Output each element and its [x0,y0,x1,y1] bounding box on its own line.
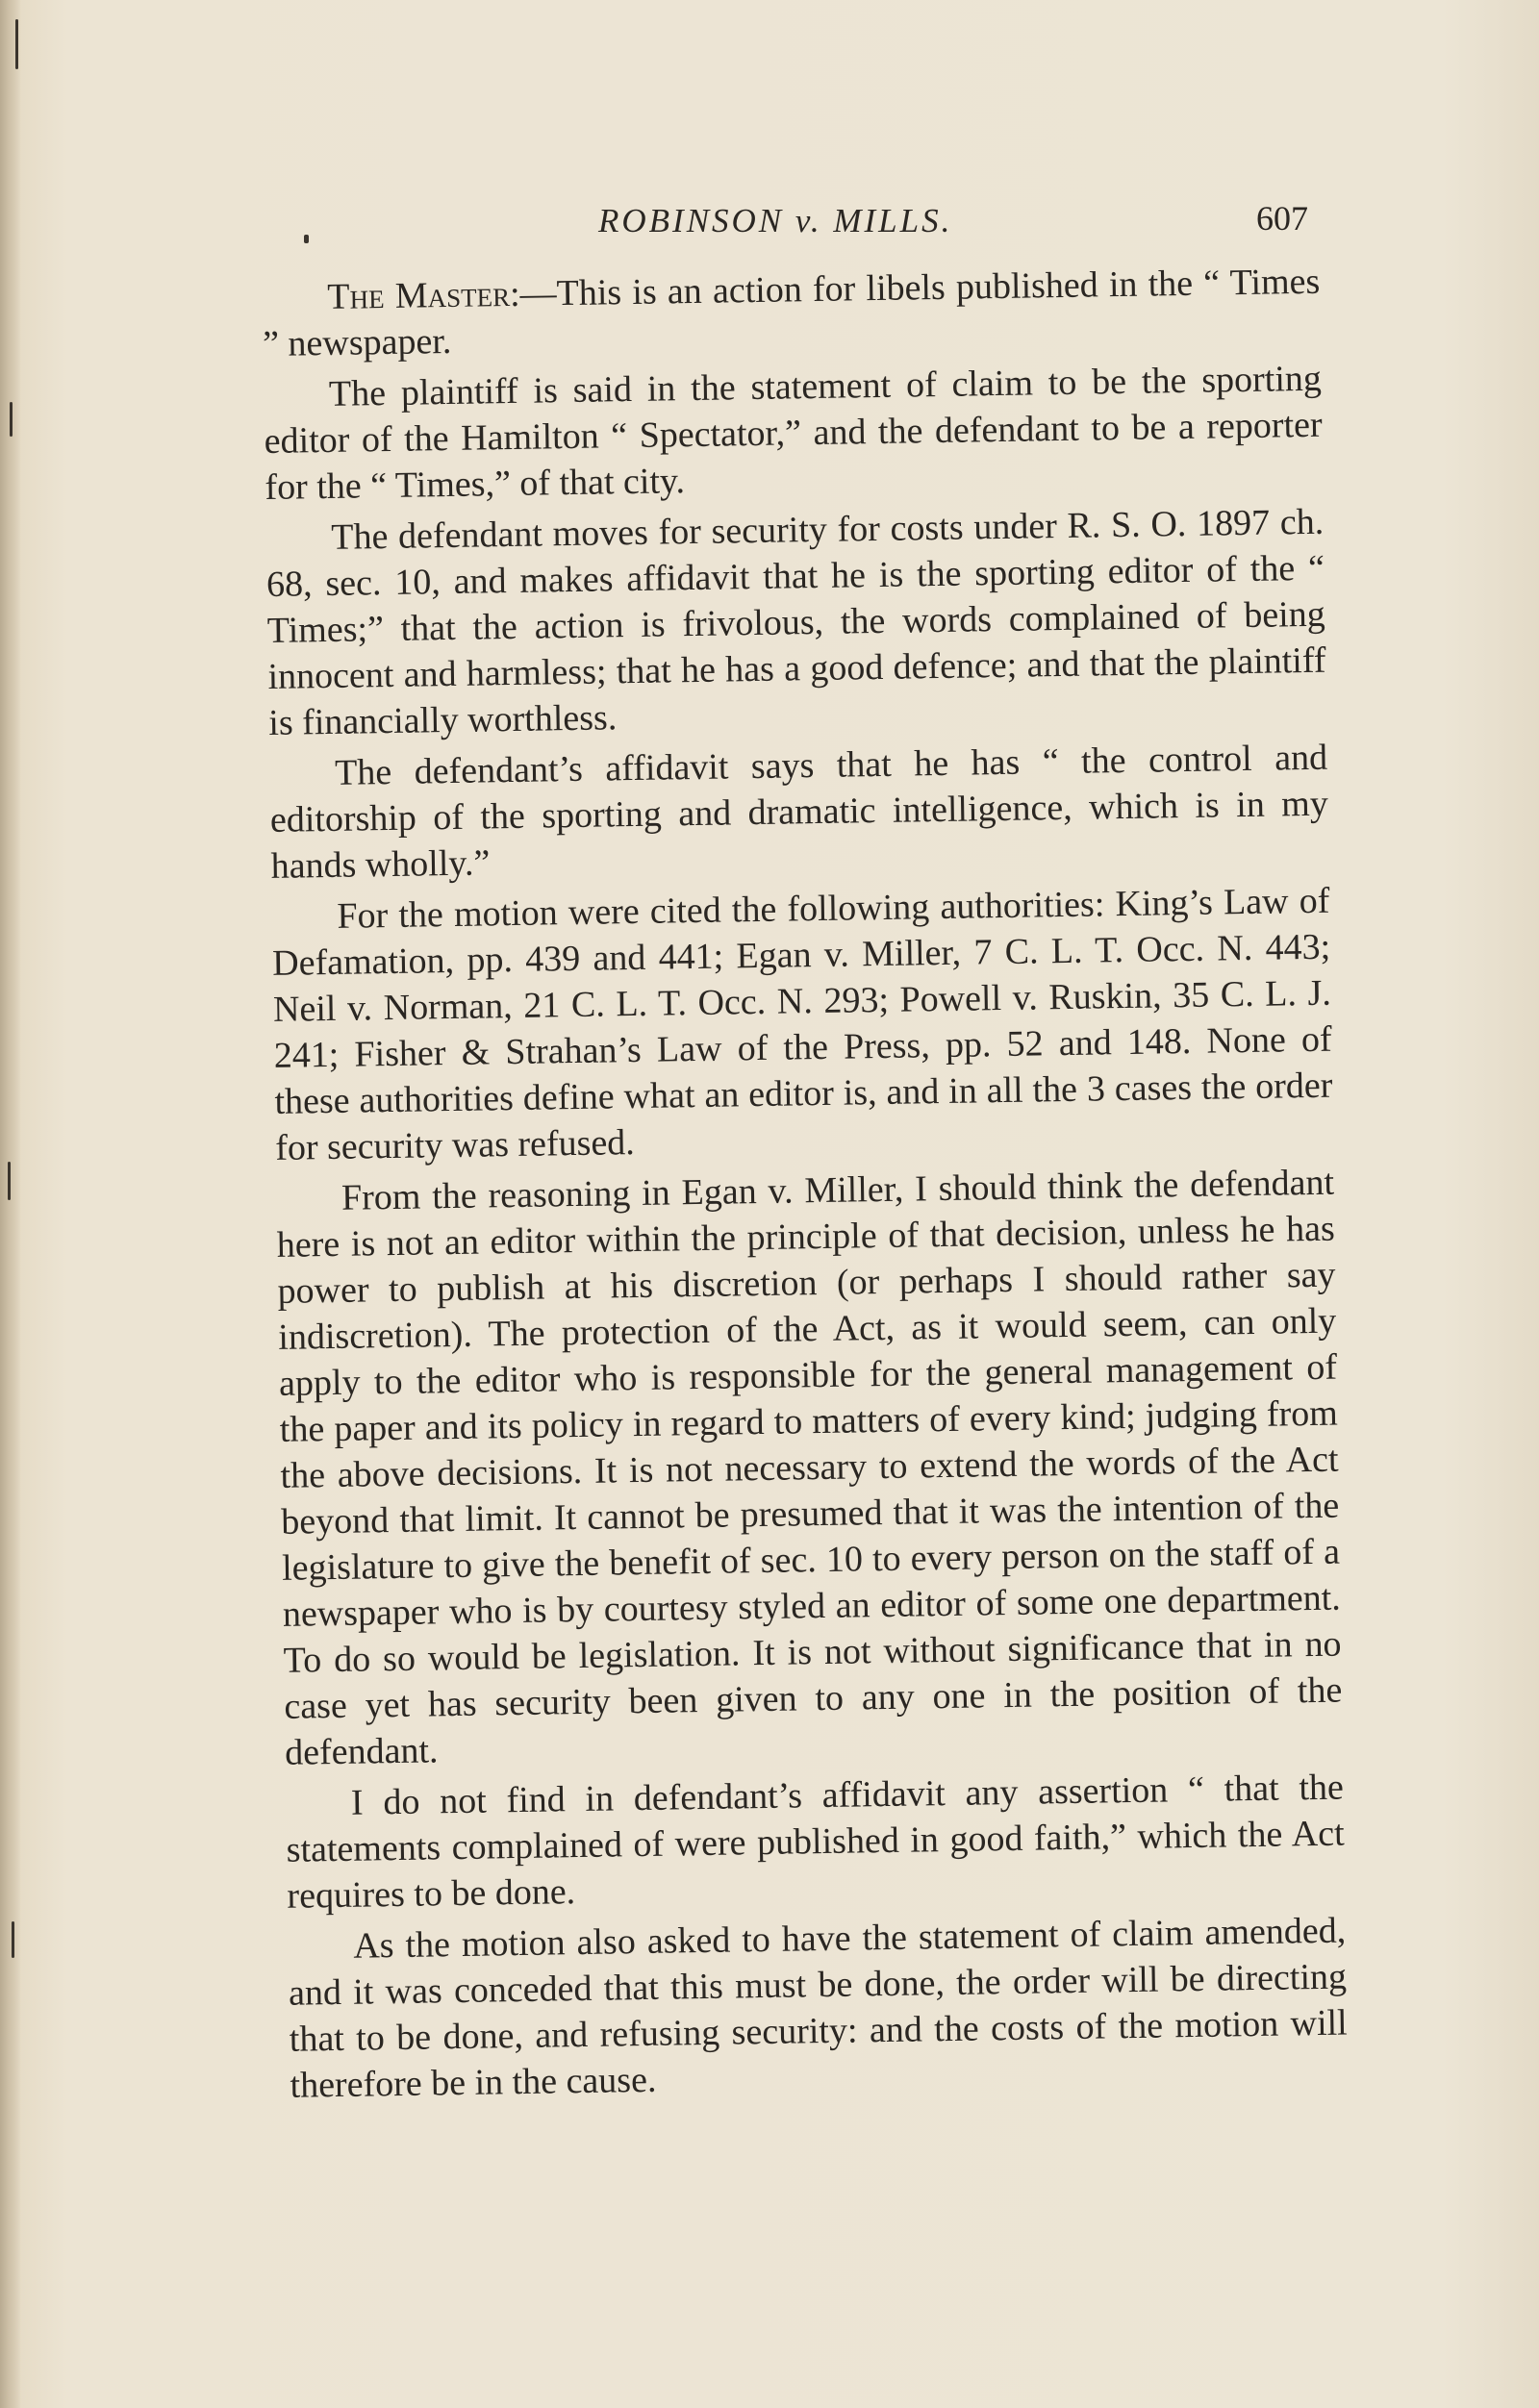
margin-mark [15,19,18,69]
page-number: 607 [1256,199,1308,238]
paragraph: The defendant moves for security for costs under R. S. O. 1897 ch. 68, sec. 10, and makes affidavit that he is the sporting editor of the “ Times;” that the action is frivolous, the words complained of being innocent and harmless; that he has a good defence; and that the plaintiff is financially worthless. [265,501,1326,743]
running-title: ROBINSON v. MILLS. [598,202,953,239]
speaker-label: The Master [327,273,511,317]
paragraph: The plaintiff is said in the statement of claim to be the sporting editor of the Hamilton “ Spectator,” and the defendant to be a reporter for the “ Times,” of that city. [264,358,1323,508]
margin-mark [10,402,13,437]
binding-edge [0,0,21,2408]
paragraph: As the motion also asked to have the statement of claim amended, and it was conceded that this must be done, the order will be directing that to be done, and refusing security: and the costs of the motion will therefore be in the cause. [288,1910,1349,2106]
body-text [262,259,1349,2114]
paragraph [262,259,1321,367]
margin-mark [8,1162,11,1200]
paragraph: The defendant’s affidavit says that he has “ the control and editorship of the sporting and dramatic intelligence, which is in my hands wholly.” [269,737,1329,887]
paragraph: From the reasoning in Egan v. Miller, I should think the defendant here is not an editor within the principle of that decision, unless he has power to publish at his discretion (or perhaps I should rather say indiscretion). The protection of the Act, as it would seem, can only apply to the editor who is responsible for the general management of the paper and its policy in regard to matters of every kind; judging from the above decisions. It is not necessary to extend the words of the Act beyond that limit. It cannot be presumed that it was the intention of the legislature to give the benefit of sec. 10 to every person on the staff of a newspaper who is by courtesy styled an editor of some one department. To do so would be legislation. It is not without significance that in no case yet has security been given to any one in the position of the defendant. [276,1162,1343,1773]
paragraph: For the motion were cited the following authorities: King’s Law of Defamation, pp. 439 and 441; Egan v. Miller, 7 C. L. T. Occ. N. 443; Neil v. Norman, 21 C. L. T. Occ. N. 293; Powell v. Ruskin, 35 C. L. J. 241; Fisher & Strahan’s Law of the Press, pp. 52 and 148. None of these authorities define what an editor is, and in all the 3 cases the order for security was refused. [271,880,1333,1168]
paragraph: I do not find in defendant’s affidavit any assertion “ that the statements complained of were published in good faith,” which the Act requires to be done. [286,1767,1345,1917]
margin-mark [12,1921,14,1958]
paragraph-text: :—This is an action for libels published in the “ Times ” newspaper. [262,261,1321,364]
running-head [289,198,1308,246]
